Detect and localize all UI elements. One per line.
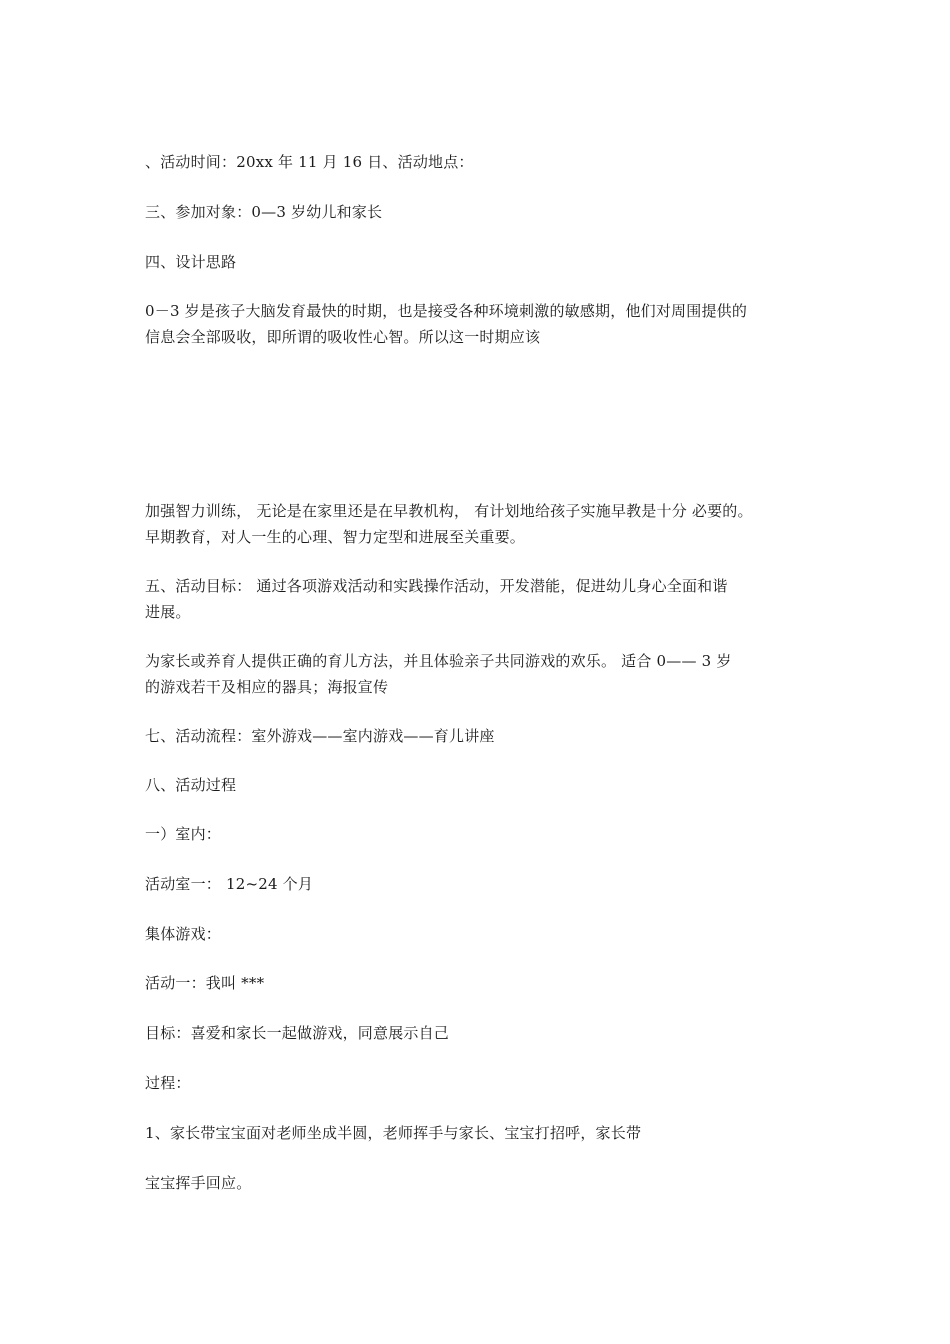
text-line-design-1: 0－3 岁是孩子大脑发育最快的时期，也是接受各种环境刺激的敏感期，他们对周围提供的 (145, 302, 748, 320)
text-line-target: 目标：喜爱和家长一起做游戏，同意展示自己 (145, 1024, 450, 1042)
text-line-step-1: 1、家长带宝宝面对老师坐成半圆，老师挥手与家长、宝宝打招呼，家长带 (145, 1124, 642, 1142)
text-line-goals-1: 五、活动目标： 通过各项游戏活动和实践操作活动，开发潜能，促进幼儿身心全面和谐 (145, 577, 728, 595)
text-line-activity-one: 活动一：我叫 *** (145, 974, 265, 992)
text-line-process-label: 过程： (145, 1074, 191, 1092)
text-line-design-3: 加强智力训练， 无论是在家里还是在早教机构， 有计划地给孩子实施早教是十分 必要的。 (145, 502, 753, 520)
text-line-goals-2: 进展。 (145, 603, 191, 621)
text-line-design-4: 早期教育，对人一生的心理、智力定型和进展至关重要。 (145, 528, 526, 546)
section-heading-design: 四、设计思路 (145, 253, 237, 271)
text-line-parents-2: 的游戏若干及相应的器具；海报宣传 (145, 678, 389, 696)
text-line-group-game: 集体游戏： (145, 925, 222, 943)
text-line-step-1-cont: 宝宝挥手回应。 (145, 1174, 252, 1192)
text-line-activity-time: 、活动时间：20xx 年 11 月 16 日、活动地点： (145, 153, 474, 171)
text-line-flow: 七、活动流程：室外游戏——室内游戏——育儿讲座 (145, 727, 495, 745)
text-line-room-one: 活动室一： 12~24 个月 (145, 875, 314, 893)
text-line-parents-1: 为家长或养育人提供正确的育儿方法，并且体验亲子共同游戏的欢乐。 适合 0—— 3 岁 (145, 652, 732, 670)
text-line-participants: 三、参加对象：0—3 岁幼儿和家长 (145, 203, 383, 221)
section-heading-process: 八、活动过程 (145, 776, 237, 794)
text-line-design-2: 信息会全部吸收，即所谓的吸收性心智。所以这一时期应该 (145, 328, 541, 346)
text-line-indoor: 一）室内： (145, 825, 222, 843)
